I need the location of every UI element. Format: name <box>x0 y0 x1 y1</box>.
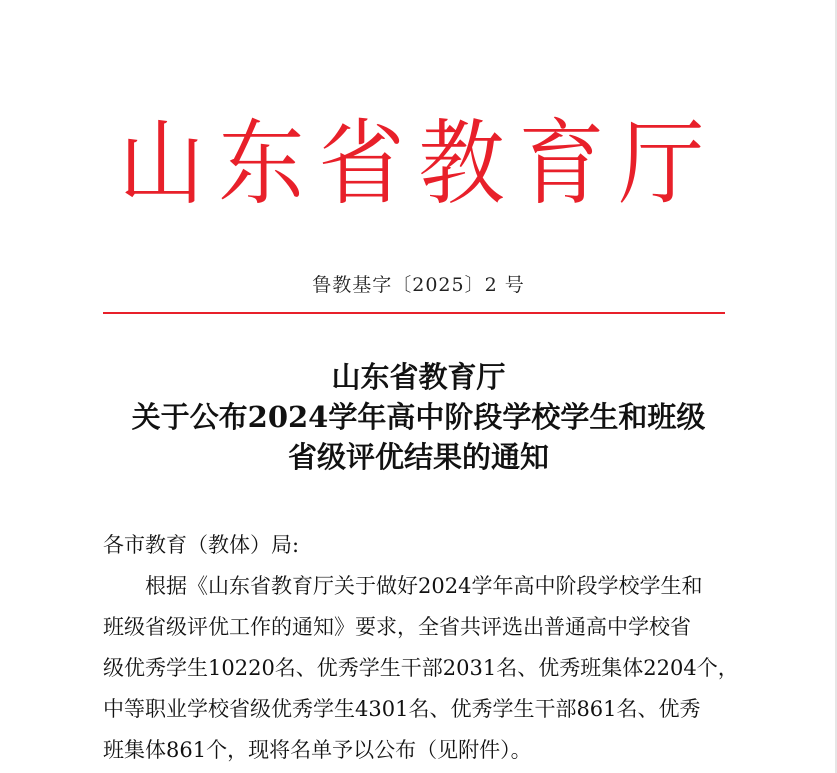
body-line-5: 班集体861个，现将名单予以公布（见附件）。 <box>103 738 532 762</box>
red-divider-line <box>103 312 725 314</box>
notice-title <box>0 357 837 477</box>
body-line-1: 根据《山东省教育厅关于做好2024学年高中阶段学校学生和 <box>145 574 703 598</box>
body-line-4: 中等职业学校省级优秀学生4301名、优秀学生干部861名、优秀 <box>103 697 701 721</box>
notice-body <box>103 525 739 771</box>
masthead-title: 山东省教育厅 <box>118 110 719 219</box>
notice-title-line-2: 关于公布2024学年高中阶段学校学生和班级 <box>131 400 706 434</box>
document-number: 鲁教基字〔2025〕2 号 <box>312 274 525 296</box>
body-line-3: 级优秀学生10220名、优秀学生干部2031名、优秀班集体2204个， <box>103 656 739 680</box>
salutation: 各市教育（教体）局: <box>103 533 300 557</box>
body-line-2: 班级省级评优工作的通知》要求，全省共评选出普通高中学校省 <box>103 615 691 639</box>
notice-title-line-1: 山东省教育厅 <box>331 360 506 394</box>
notice-title-line-3: 省级评优结果的通知 <box>287 440 549 474</box>
